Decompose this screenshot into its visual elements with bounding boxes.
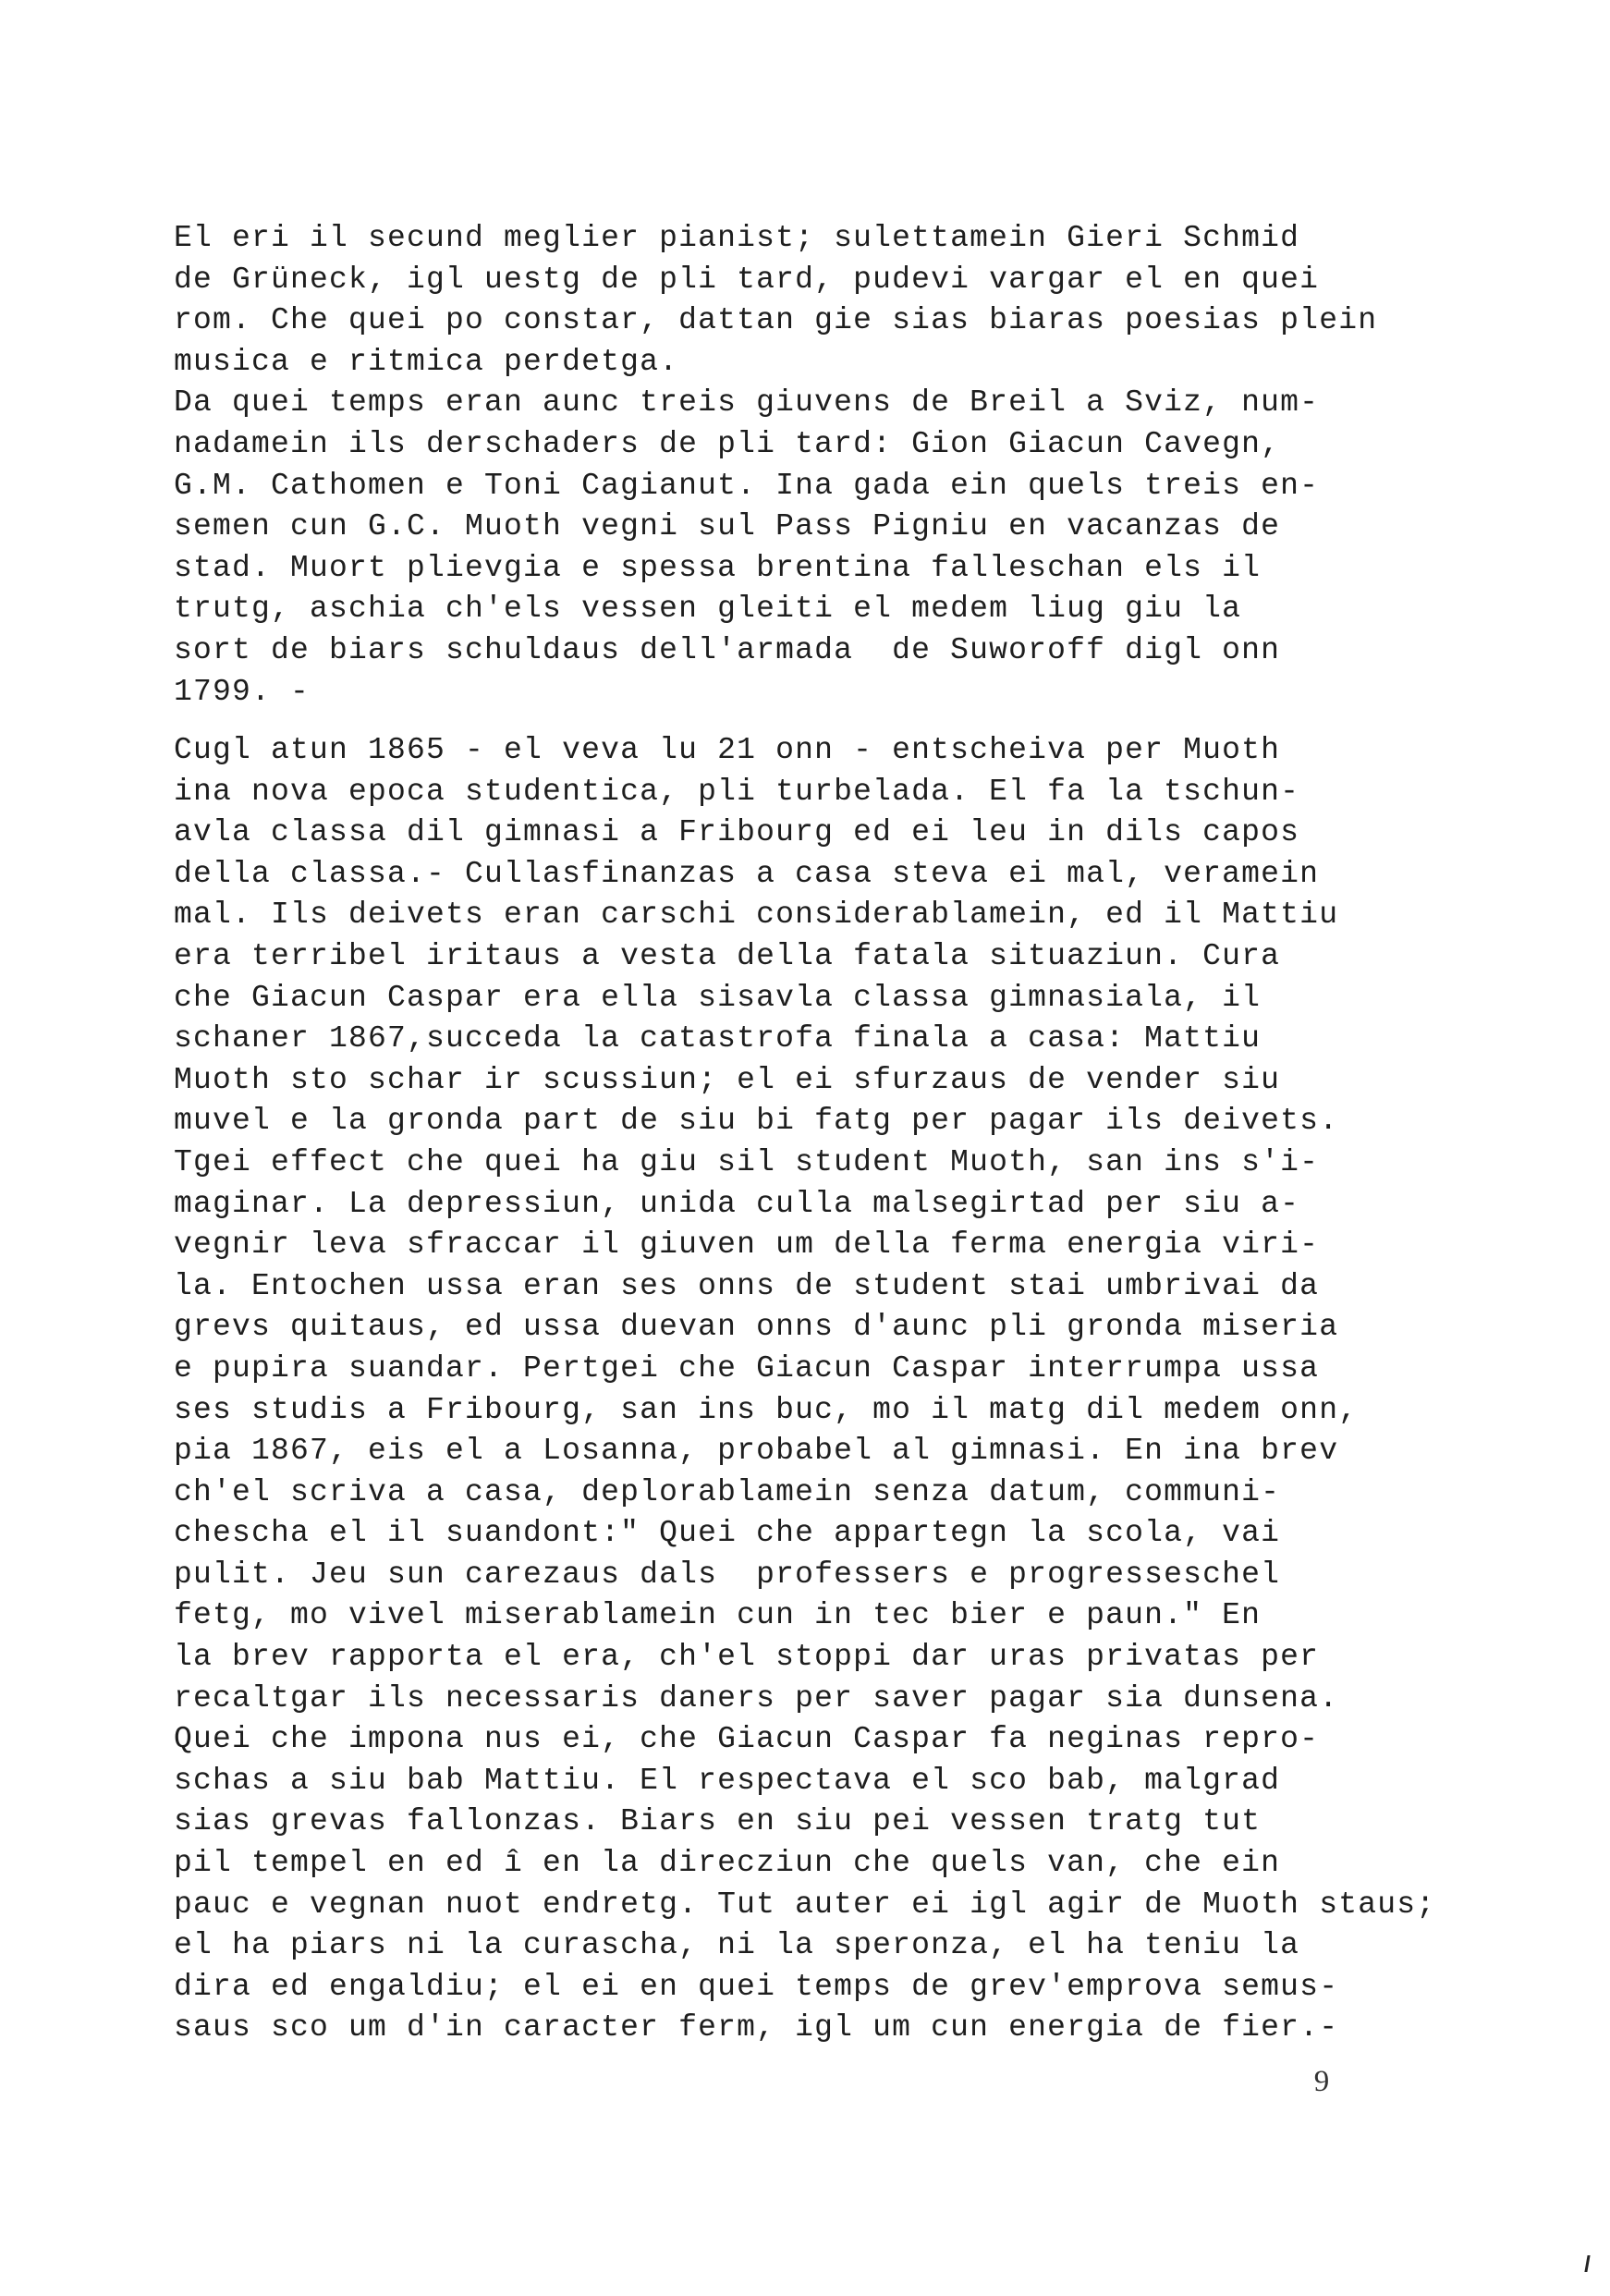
text-line: sort de biars schuldaus dell'armada de Suworoff digl onn bbox=[174, 632, 1281, 667]
text-line: Muoth sto schar ir scussiun; el ei sfurzaus de vender siu bbox=[174, 1062, 1281, 1097]
text-line: dira ed engaldiu; el ei en quei temps de grev'emprova semus- bbox=[174, 1969, 1339, 2004]
text-line: musica e ritmica perdetga. bbox=[174, 344, 679, 379]
text-line: nadamein ils derschaders de pli tard: Gion Giacun Cavegn, bbox=[174, 426, 1281, 461]
text-line: Quei che impona nus ei, che Giacun Caspar fa neginas repro- bbox=[174, 1722, 1320, 1757]
text-line: saus sco um d'in caracter ferm, igl um cun energia de fier.- bbox=[174, 2010, 1339, 2046]
text-line: che Giacun Caspar era ella sisavla classa gimnasiala, il bbox=[174, 980, 1262, 1015]
text-line: la. Entochen ussa eran ses onns de student stai umbrivai da bbox=[174, 1268, 1320, 1303]
text-line: era terribel iritaus a vesta della fatala situaziun. Cura bbox=[174, 938, 1281, 973]
text-line: rom. Che quei po constar, dattan gie sias biaras poesias plein bbox=[174, 303, 1378, 338]
text-line: la brev rapporta el era, ch'el stoppi dar uras privatas per bbox=[174, 1640, 1320, 1675]
text-line: fetg, mo vivel miserablamein cun in tec bier e paun." En bbox=[174, 1598, 1262, 1633]
text-line: ses studis a Fribourg, san ins buc, mo il matg dil medem onn, bbox=[174, 1392, 1359, 1427]
text-line: El eri il secund meglier pianist; sulettamein Gieri Schmid bbox=[174, 221, 1300, 255]
paragraph-2 bbox=[174, 730, 1449, 2049]
text-line: chescha el il suandont:" Quei che appartegn la scola, vai bbox=[174, 1516, 1281, 1551]
text-line: de Grüneck, igl uestg de pli tard, pudevi vargar el en quei bbox=[174, 262, 1320, 297]
text-line: G.M. Cathomen e Toni Cagianut. Ina gada ein quels treis en- bbox=[174, 468, 1320, 503]
text-line: grevs quitaus, ed ussa duevan onns d'aunc pli gronda miseria bbox=[174, 1310, 1339, 1345]
text-line: schaner 1867,succeda la catastrofa finala a casa: Mattiu bbox=[174, 1021, 1262, 1056]
text-line: pauc e vegnan nuot endretg. Tut auter ei igl agir de Muoth staus; bbox=[174, 1887, 1436, 1922]
text-line: pil tempel en ed î en la direcziun che quels van, che ein bbox=[174, 1846, 1281, 1881]
text-line: muvel e la gronda part de siu bi fatg per pagar ils deivets. bbox=[174, 1104, 1339, 1139]
text-line: vegnir leva sfraccar il giuven um della ferma energia viri- bbox=[174, 1227, 1320, 1263]
text-line: Da quei temps eran aunc treis giuvens de Breil a Sviz, num- bbox=[174, 385, 1320, 421]
scan-mark-decoration bbox=[1584, 2255, 1590, 2272]
text-line: e pupira suandar. Pertgei che Giacun Caspar interrumpa ussa bbox=[174, 1350, 1320, 1386]
text-line: ch'el scriva a casa, deplorablamein senza datum, communi- bbox=[174, 1474, 1281, 1509]
text-line: ina nova epoca studentica, pli turbelada. El fa la tschun- bbox=[174, 774, 1300, 809]
text-line: pia 1867, eis el a Losanna, probabel al gimnasi. En ina brev bbox=[174, 1434, 1339, 1469]
text-line: sias grevas fallonzas. Biars en siu pei vessen tratg tut bbox=[174, 1804, 1262, 1839]
text-line: maginar. La depressiun, unida culla malsegirtad per siu a- bbox=[174, 1186, 1300, 1221]
text-line: stad. Muort plievgia e spessa brentina falleschan els il bbox=[174, 550, 1262, 585]
text-line: el ha piars ni la curascha, ni la speronza, el ha teniu la bbox=[174, 1928, 1300, 1963]
page-number: 9 bbox=[1313, 2065, 1330, 2098]
text-line: Tgei effect che quei ha giu sil student Muoth, san ins s'i- bbox=[174, 1144, 1320, 1179]
text-line: trutg, aschia ch'els vessen gleiti el medem liug giu la bbox=[174, 592, 1242, 627]
text-line: recaltgar ils necessaris daners per saver pagar sia dunsena. bbox=[174, 1680, 1339, 1716]
text-line: Cugl atun 1865 - el veva lu 21 onn - entscheiva per Muoth bbox=[174, 733, 1281, 767]
paragraph-1 bbox=[174, 218, 1449, 713]
text-line: della classa.- Cullasfinanzas a casa steva ei mal, veramein bbox=[174, 856, 1320, 891]
text-line: 1799. - bbox=[174, 674, 311, 709]
text-line: schas a siu bab Mattiu. El respectava el sco bab, malgrad bbox=[174, 1763, 1281, 1798]
text-line: semen cun G.C. Muoth vegni sul Pass Pigniu en vacanzas de bbox=[174, 509, 1281, 544]
text-line: mal. Ils deivets eran carschi considerablamein, ed il Mattiu bbox=[174, 898, 1339, 933]
text-line: pulit. Jeu sun carezaus dals professers e progresseschel bbox=[174, 1557, 1281, 1592]
text-line: avla classa dil gimnasi a Fribourg ed ei leu in dils capos bbox=[174, 815, 1300, 850]
